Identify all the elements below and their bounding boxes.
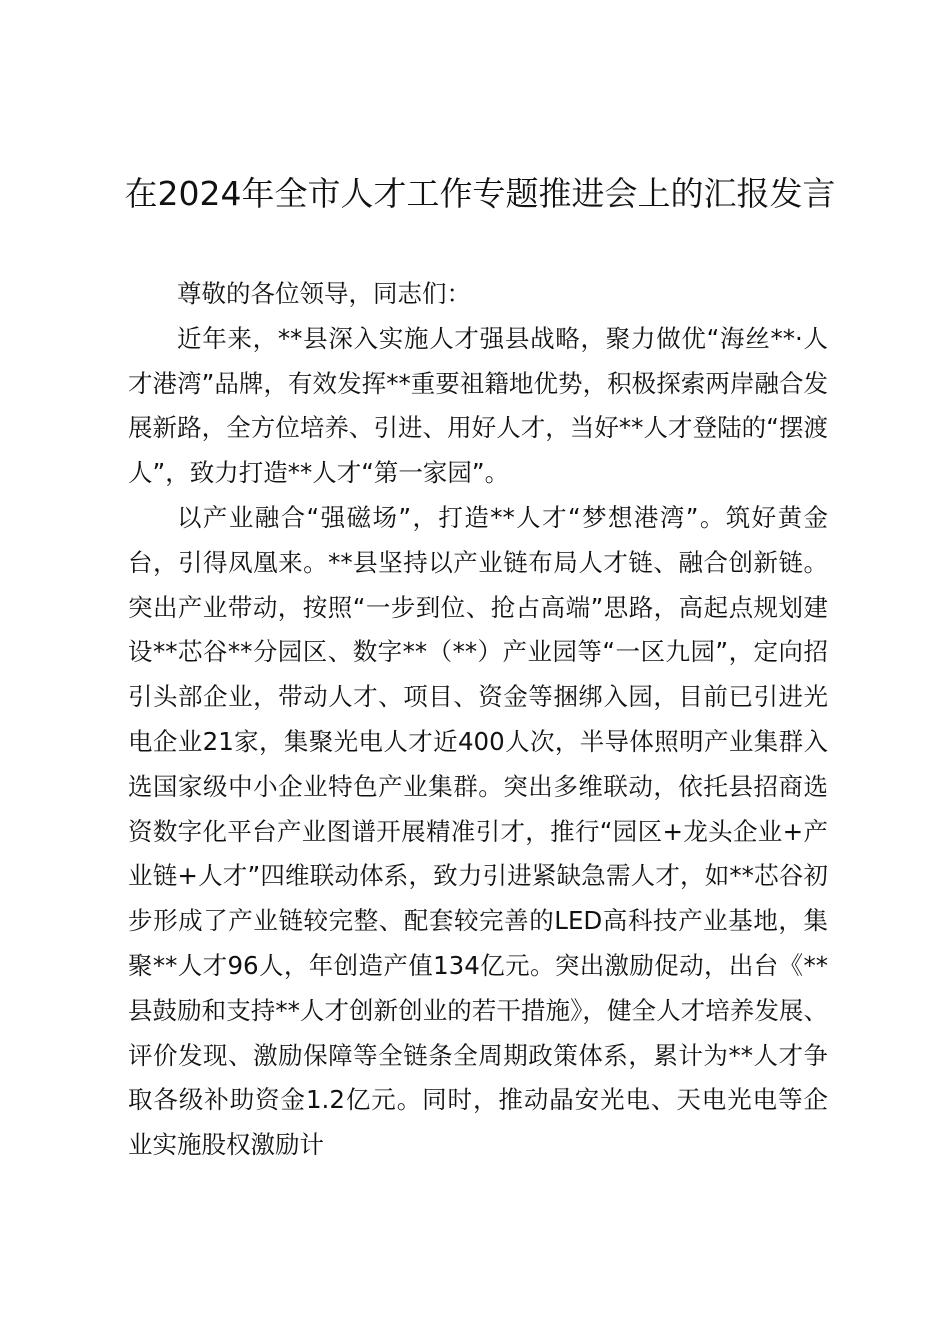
greeting-paragraph: 尊敬的各位领导，同志们： xyxy=(177,279,471,308)
document-body xyxy=(128,272,828,1168)
document-title: 在2024年全市人才工作专题推进会上的汇报发言 xyxy=(124,174,836,213)
body-paragraph-1: 近年来，**县深入实施人才强县战略，聚力做优“海丝**·人才港湾”品牌，有效发挥**重要祖籍地优势，积极探索两岸融合发展新路，全方位培养、引进、用好人才，当好**人才登陆的“摆渡人”，致力打造**人才“第一家园”。 xyxy=(128,323,828,488)
body-paragraph-2: 以产业融合“强磁场”，打造**人才“梦想港湾”。筑好黄金台，引得凤凰来。**县坚持以产业链布局人才链、融合创新链。突出产业带动，按照“一步到位、抢占高端”思路，高起点规划建设**芯谷**分园区、数字**（**）产业园等“一区九园”，定向招引头部企业，带动人才、项目、资金等捆绑入园，目前已引进光电企业21家，集聚光电人才近400人次，半导体照明产业集群入选国家级中小企业特色产业集群。突出多维联动，依托县招商选资数字化平台产业图谱开展精准引才，推行“园区+龙头企业+产业链+人才”四维联动体系，致力引进紧缺急需人才，如**芯谷初步形成了产业链较完整、配套较完善的LED高科技产业基地，集聚**人才96人，年创造产值134亿元。突出激励促动，出台《**县鼓励和支持**人才创新创业的若干措施》，健全人才培养发展、评价发现、激励保障等全链条全周期政策体系，累计为**人才争取各级补助资金1.2亿元。同时，推动晶安光电、天电光电等企业实施股权激励计 xyxy=(128,502,828,1160)
